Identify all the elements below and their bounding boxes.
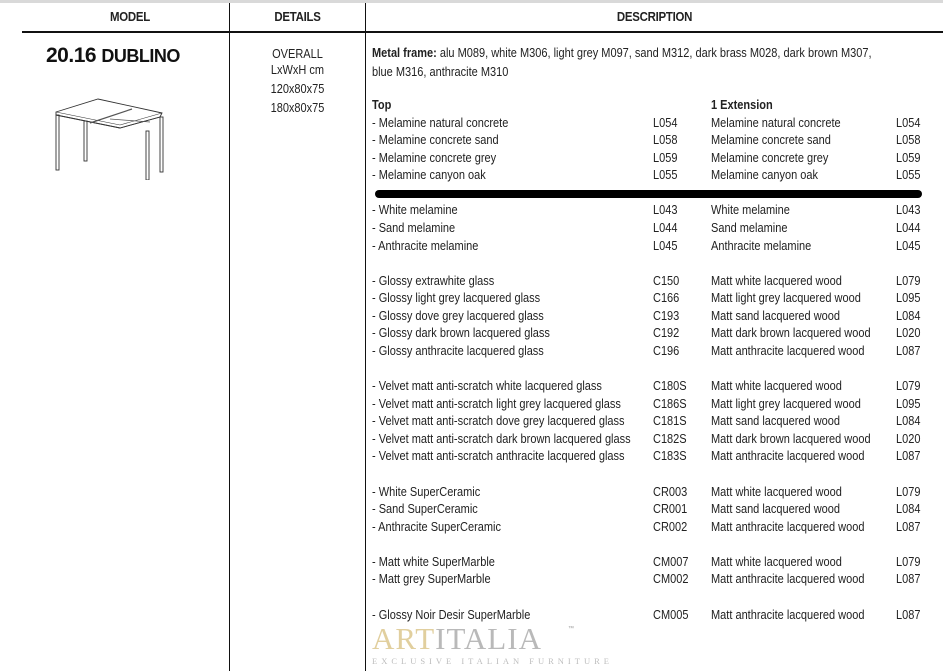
- model-title: [46, 44, 180, 68]
- finish-extension-name: White melamine: [711, 203, 790, 217]
- finish-top-code: C192: [653, 326, 680, 340]
- finish-top-name: - Glossy anthracite lacquered glass: [372, 344, 544, 358]
- finish-extension-code: L055: [896, 168, 921, 182]
- details-label: OVERALL: [272, 47, 323, 61]
- finish-top-name: - Velvet matt anti-scratch light grey lacquered glass: [372, 397, 621, 411]
- frame-options: alu M089, white M306, light grey M097, sand M312, dark brass M028, dark brown M307,: [439, 46, 872, 60]
- finish-extension-code: L020: [896, 432, 921, 446]
- extendable-table-icon: [50, 95, 180, 180]
- trademark-symbol: ™: [568, 626, 574, 632]
- finish-top-name: - Matt grey SuperMarble: [372, 572, 491, 586]
- finish-extension-code: L058: [896, 133, 921, 147]
- finish-extension-name: Matt dark brown lacquered wood: [711, 432, 871, 446]
- finish-top-code: L059: [653, 151, 678, 165]
- finish-extension-name: Matt sand lacquered wood: [711, 309, 841, 323]
- finish-top-name: - Matt white SuperMarble: [372, 555, 495, 569]
- finish-extension-code: L095: [896, 291, 921, 305]
- finish-top-name: - White SuperCeramic: [372, 485, 481, 499]
- finish-extension-name: Matt anthracite lacquered wood: [711, 520, 865, 534]
- model-number: 20.16: [46, 44, 97, 67]
- finish-extension-name: Matt dark brown lacquered wood: [711, 326, 871, 340]
- finish-top-name: - Sand SuperCeramic: [372, 502, 478, 516]
- finish-top-code: C186S: [653, 397, 687, 411]
- details-column: [230, 45, 365, 118]
- finish-top-name: - Velvet matt anti-scratch anthracite lacquered glass: [372, 449, 625, 463]
- finish-extension-name: Matt light grey lacquered wood: [711, 291, 861, 305]
- finish-extension-code: L079: [896, 555, 921, 569]
- finish-top-name: - Glossy Noir Desir SuperMarble: [372, 608, 531, 622]
- extension-heading: 1 Extension: [711, 98, 773, 112]
- model-name: DUBLINO: [101, 46, 180, 66]
- finish-extension-code: L079: [896, 379, 921, 393]
- header-rule: [22, 31, 943, 33]
- finish-extension-name: Matt sand lacquered wood: [711, 502, 841, 516]
- finish-extension-name: Matt white lacquered wood: [711, 555, 842, 569]
- finish-top-code: CR002: [653, 520, 688, 534]
- finish-top-code: C182S: [653, 432, 687, 446]
- finish-extension-code: L087: [896, 520, 921, 534]
- header-details: DETAILS: [274, 9, 321, 24]
- metal-frame-block: [372, 44, 932, 82]
- header-description: DESCRIPTION: [616, 9, 693, 24]
- finish-top-code: C196: [653, 344, 680, 358]
- finish-extension-name: Matt light grey lacquered wood: [711, 397, 861, 411]
- finish-top-code: CM005: [653, 608, 689, 622]
- redaction-bar: [375, 190, 922, 198]
- finish-top-name: - Melamine natural concrete: [372, 116, 509, 130]
- finish-top-name: - Glossy light grey lacquered glass: [372, 291, 541, 305]
- finish-top-name: - Anthracite melamine: [372, 239, 479, 253]
- finish-extension-name: Matt white lacquered wood: [711, 485, 842, 499]
- finish-top-name: - Velvet matt anti-scratch white lacquered glass: [372, 379, 602, 393]
- finish-top-code: C193: [653, 309, 680, 323]
- frame-options-2: blue M316, anthracite M310: [372, 65, 509, 79]
- finish-top-code: C180S: [653, 379, 687, 393]
- details-size-1: 120x80x75: [270, 82, 325, 96]
- finish-extension-name: Matt anthracite lacquered wood: [711, 344, 865, 358]
- finish-extension-code: L059: [896, 151, 921, 165]
- finish-top-code: L044: [653, 221, 678, 235]
- finish-top-name: - Melamine canyon oak: [372, 168, 486, 182]
- finish-top-code: C181S: [653, 414, 687, 428]
- finish-top-code: CR001: [653, 502, 688, 516]
- logo-italia: ITALIA: [435, 621, 542, 656]
- finish-extension-code: L095: [896, 397, 921, 411]
- finish-extension-name: Melamine concrete sand: [711, 133, 831, 147]
- finish-extension-name: Matt anthracite lacquered wood: [711, 608, 865, 622]
- finish-top-name: - Anthracite SuperCeramic: [372, 520, 502, 534]
- column-divider-2: [365, 3, 366, 671]
- finish-extension-code: L084: [896, 309, 921, 323]
- finish-extension-name: Melamine canyon oak: [711, 168, 819, 182]
- finish-extension-name: Anthracite melamine: [711, 239, 812, 253]
- finish-extension-name: Melamine natural concrete: [711, 116, 841, 130]
- finish-top-code: L045: [653, 239, 678, 253]
- finish-top-name: - Glossy dove grey lacquered glass: [372, 309, 544, 323]
- details-size-2: 180x80x75: [270, 101, 325, 115]
- finish-top-name: - Sand melamine: [372, 221, 456, 235]
- finish-extension-code: L043: [896, 203, 921, 217]
- finish-top-name: - Melamine concrete grey: [372, 151, 497, 165]
- details-unit: LxWxH cm: [270, 63, 325, 77]
- top-heading: Top: [372, 98, 392, 112]
- finish-extension-name: Matt white lacquered wood: [711, 274, 842, 288]
- finish-extension-name: Matt anthracite lacquered wood: [711, 449, 865, 463]
- header-model: MODEL: [109, 9, 150, 24]
- finish-top-code: C183S: [653, 449, 687, 463]
- finish-extension-code: L044: [896, 221, 921, 235]
- finish-top-code: L054: [653, 116, 678, 130]
- finish-top-code: CR003: [653, 485, 688, 499]
- finish-extension-code: L020: [896, 326, 921, 340]
- finish-extension-name: Melamine concrete grey: [711, 151, 829, 165]
- logo-tagline: EXCLUSIVE ITALIAN FURNITURE: [372, 656, 613, 666]
- finish-extension-code: L045: [896, 239, 921, 253]
- finish-top-code: C150: [653, 274, 680, 288]
- finish-extension-code: L087: [896, 344, 921, 358]
- finish-top-code: L055: [653, 168, 678, 182]
- finish-top-code: CM002: [653, 572, 689, 586]
- finish-extension-code: L087: [896, 572, 921, 586]
- finish-extension-code: L079: [896, 274, 921, 288]
- finish-extension-code: L079: [896, 485, 921, 499]
- finish-top-name: - Melamine concrete sand: [372, 133, 499, 147]
- finish-top-name: - Velvet matt anti-scratch dark brown lacquered glass: [372, 432, 631, 446]
- finish-extension-code: L054: [896, 116, 921, 130]
- finish-extension-code: L084: [896, 414, 921, 428]
- finish-top-name: - White melamine: [372, 203, 458, 217]
- finish-top-name: - Glossy extrawhite glass: [372, 274, 495, 288]
- finish-extension-code: L084: [896, 502, 921, 516]
- finish-extension-name: Sand melamine: [711, 221, 788, 235]
- finish-top-code: CM007: [653, 555, 689, 569]
- finish-top-name: - Glossy dark brown lacquered glass: [372, 326, 550, 340]
- frame-label: Metal frame:: [372, 46, 437, 60]
- finish-top-code: L058: [653, 133, 678, 147]
- finish-extension-code: L087: [896, 608, 921, 622]
- finish-extension-name: Matt anthracite lacquered wood: [711, 572, 865, 586]
- finish-top-code: C166: [653, 291, 680, 305]
- finish-extension-name: Matt white lacquered wood: [711, 379, 842, 393]
- finish-top-name: - Velvet matt anti-scratch dove grey lacquered glass: [372, 414, 625, 428]
- finish-extension-name: Matt sand lacquered wood: [711, 414, 841, 428]
- artitalia-logo: [372, 621, 613, 666]
- finish-top-code: L043: [653, 203, 678, 217]
- logo-art: ART: [372, 621, 436, 656]
- finish-extension-code: L087: [896, 449, 921, 463]
